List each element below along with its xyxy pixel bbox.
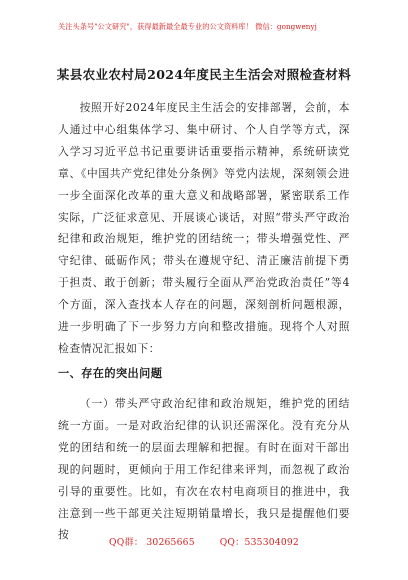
header-promo-note: 关注头条号"公文研究"，获得最新最全最专业的公文资料库！ 微信：gongwenyj	[58, 22, 317, 31]
section-paragraph: （一）带头严守政治纪律和政治规矩，维护党的团结统一方面。一是对政治纪律的认识还需深化。没有充分从党的团结和统一的层面去理解和把握。有时在面对干部出现的问题时，更倾向于用工作纪律来评判，而忽视了政治引导的重要性。比如，有次在农村电商项目的推进中，我注意到一些干部更关注短期销量增长，我只是提醒他们要按	[58, 397, 350, 542]
intro-paragraph: 按照开好2024年度民主生活会的安排部署，会前，本人通过中心组集体学习、集中研讨、个人自学等方式，深入学习习近平总书记重要讲话重要指示精神，系统研读党章、《中国共产党纪律处分条例》等党内法规，深刻领会进一步全面深化改革的重大意义和战略部署，紧密联系工作实际，广泛征求意见、开展谈心谈话，对照“带头严守政治纪律和政治规矩，维护党的团结统一；带头增强党性、严守纪律、砥砺作风；带头在遵规守纪、清正廉洁前提下勇于担责、敢于创新；带头履行全面从严治党政治责任”等4个方面，深入查找本人存在的问题，深刻剖析问题根源，进一步明确了下一步努力方向和整改措施。现将个人对照检查情况汇报如下：	[58, 101, 350, 355]
footer-contact: QQ群： 30265665 QQ：535304092	[109, 537, 299, 548]
document-title: 某县农业农村局2024年度民主生活会对照检查材料	[56, 67, 352, 82]
section-heading: 一、存在的突出问题	[58, 366, 163, 380]
